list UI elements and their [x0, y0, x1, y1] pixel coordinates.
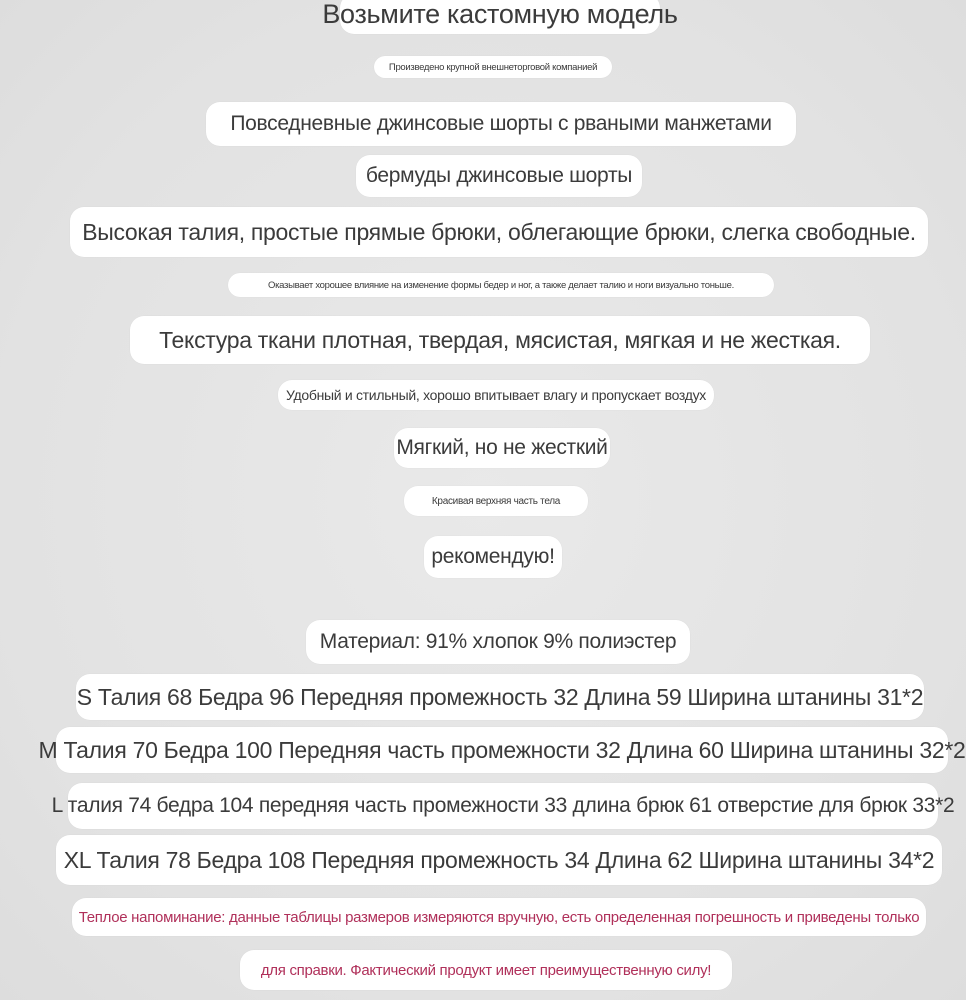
soft-pill: Мягкий, но не жесткий — [394, 428, 610, 468]
reminder-line-1: Теплое напоминание: данные таблицы размеров измеряются вручную, есть определенная погрешность и приведены только — [72, 898, 926, 936]
recommend-pill: рекомендую! — [424, 536, 562, 578]
reminder-line-2: для справки. Фактический продукт имеет преимущественную силу! — [240, 950, 732, 990]
comfortable-pill: Удобный и стильный, хорошо впитывает влагу и пропускает воздух — [278, 380, 714, 410]
made-by-pill: Произведено крупной внешнеторговой компанией — [374, 56, 612, 78]
shape-effect-pill: Оказывает хорошее влияние на изменение формы бедер и ног, а также делает талию и ноги визуально тоньше. — [228, 273, 774, 297]
bermuda-pill: бермуды джинсовые шорты — [356, 155, 642, 197]
size-row-m: M Талия 70 Бедра 100 Передняя часть промежности 32 Длина 60 Ширина штанины 32*2 — [56, 727, 948, 773]
size-row-xl: XL Талия 78 Бедра 108 Передняя промежность 34 Длина 62 Ширина штанины 34*2 — [56, 835, 942, 885]
high-waist-pill: Высокая талия, простые прямые брюки, облегающие брюки, слегка свободные. — [70, 207, 928, 257]
texture-pill: Текстура ткани плотная, твердая, мясистая, мягкая и не жесткая. — [130, 316, 870, 364]
size-row-s: S Талия 68 Бедра 96 Передняя промежность 32 Длина 59 Ширина штанины 31*2 — [76, 674, 924, 720]
shorts-casual-pill: Повседневные джинсовые шорты с рваными манжетами — [206, 102, 796, 146]
size-row-l: L талия 74 бедра 104 передняя часть промежности 33 длина брюк 61 отверстие для брюк 33*2 — [68, 783, 938, 829]
upper-body-pill: Красивая верхняя часть тела — [404, 486, 588, 516]
material-pill: Материал: 91% хлопок 9% полиэстер — [306, 620, 690, 664]
title-pill: Возьмите кастомную модель — [340, 0, 660, 34]
